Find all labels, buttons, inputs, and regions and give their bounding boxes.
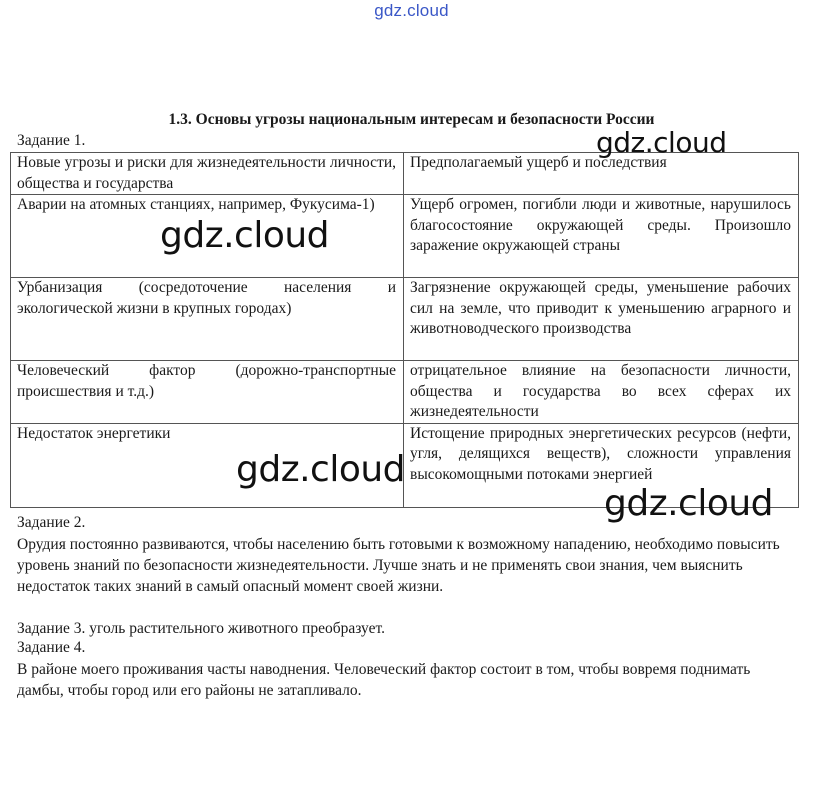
damage-cell: Истощение природных энергетических ресурсов (нефти, угля, делящихся веществ), сложности управления высокомощными потоками энергией xyxy=(404,423,799,507)
task2-label: Задание 2. xyxy=(17,514,86,531)
table-row xyxy=(11,195,799,278)
table-row xyxy=(11,278,799,361)
table-row xyxy=(11,361,799,424)
watermark: gdz.cloud xyxy=(160,215,330,256)
task2-text: Орудия постоянно развиваются, чтобы населению быть готовыми к возможному нападению, необходимо повысить уровень знаний по безопасности жизнедеятельности. Лучше знать и не применять свои знания, чем выяснить недостаток таких знаний в самый опасный момент своей жизни. xyxy=(17,536,780,595)
damage-cell: Ущерб огромен, погибли люди и животные, нарушилось благосостояние окружающей среды. Произошло заражение окружающей страны xyxy=(404,195,799,278)
task4-label: Задание 4. xyxy=(17,639,86,656)
damage-cell: Загрязнение окружающей среды, уменьшение рабочих сил на земле, что приводит к уменьшению аграрного и животноводческого производства xyxy=(404,278,799,361)
damage-cell: отрицательное влияние на безопасности личности, общества и государства во всех сферах их жизнедеятельности xyxy=(404,361,799,424)
task1-label: Задание 1. xyxy=(17,132,86,149)
header-cell-damage: Предполагаемый ущерб и последствия xyxy=(404,153,799,195)
watermark: gdz.cloud xyxy=(596,126,727,159)
header-watermark: gdz.cloud xyxy=(374,1,449,20)
threat-cell: Недостаток энергетики xyxy=(11,423,404,507)
header-cell-threats: Новые угрозы и риски для жизнедеятельности личности, общества и государства xyxy=(11,153,404,195)
watermark: gdz.cloud xyxy=(236,449,406,490)
task3-text: Задание 3. уголь растительного животного преобразует. xyxy=(17,620,385,637)
threat-cell: Человеческий фактор (дорожно-транспортные происшествия и т.д.) xyxy=(11,361,404,424)
task4-text: В районе моего проживания часты наводнения. Человеческий фактор состоит в том, чтобы вовремя поднимать дамбы, чтобы город или его районы не затапливало. xyxy=(17,661,751,699)
threat-cell: Урбанизация (сосредоточение населения и экологической жизни в крупных городах) xyxy=(11,278,404,361)
watermark: gdz.cloud xyxy=(604,483,774,524)
threat-cell: Аварии на атомных станциях, например, Фукусима-1) xyxy=(11,195,404,278)
page-title: 1.3. Основы угрозы национальным интересам и безопасности России xyxy=(168,111,655,128)
